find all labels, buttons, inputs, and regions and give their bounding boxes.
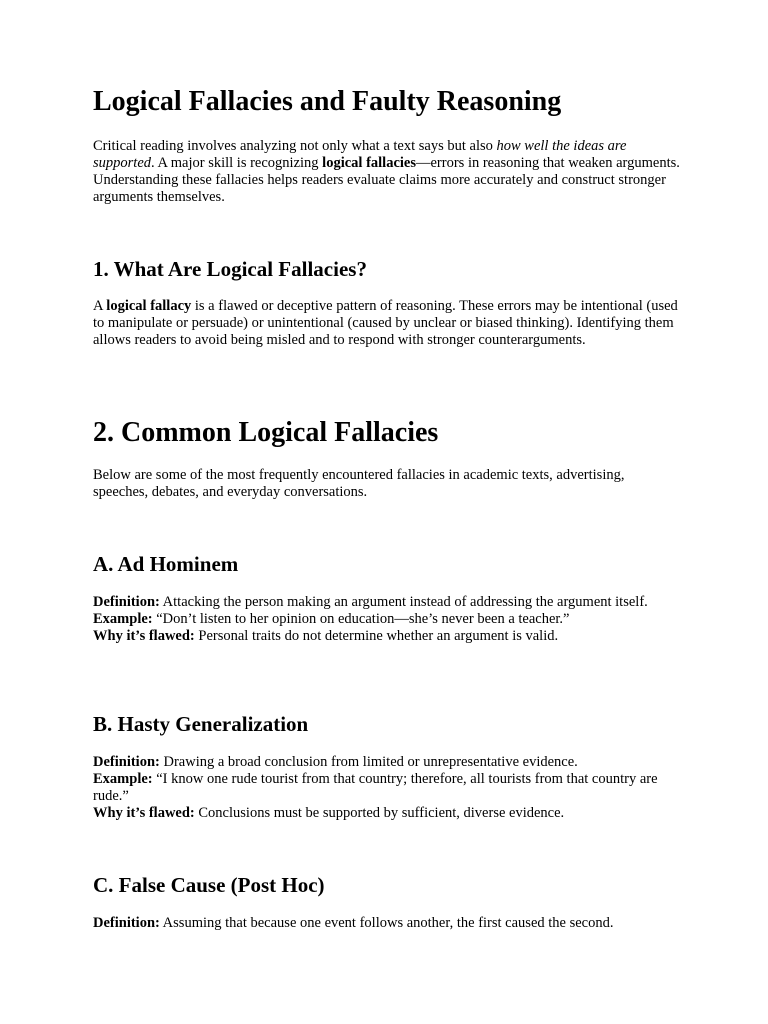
section2-text: Below are some of the most frequently encountered fallacies in academic texts, advertising, speeches, debates, and everyday conversations. <box>93 467 625 500</box>
fallacy-a-heading: A. Ad Hominem <box>93 552 239 576</box>
definition-text: Attacking the person making an argument instead of addressing the argument itself. <box>159 594 648 610</box>
fallacy-b-example <box>93 771 683 805</box>
definition-label: Definition: <box>93 594 160 610</box>
fallacy-b-heading: B. Hasty Generalization <box>93 712 309 736</box>
definition-label: Definition: <box>93 754 160 770</box>
intro-text-3: —errors in reasoning that weaken arguments. Understanding these fallacies helps readers evaluate claims more accurately and construct stronger arguments themselves. <box>93 155 680 205</box>
section1-bold: logical fallacy <box>106 298 192 314</box>
document-title: Logical Fallacies and Faulty Reasoning <box>93 86 562 117</box>
fallacy-a-definition <box>93 594 683 611</box>
section1-paragraph <box>93 298 683 349</box>
fallacy-b-definition <box>93 754 683 771</box>
intro-paragraph <box>93 138 683 206</box>
intro-text <box>93 138 683 206</box>
intro-italic: how well the ideas are supported <box>93 138 627 171</box>
example-text: “I know one rude tourist from that country; therefore, all tourists from that country are rude.” <box>93 771 658 804</box>
fallacy-a-body <box>93 594 683 645</box>
section1-text <box>93 298 683 349</box>
intro-bold: logical fallacies <box>322 155 416 171</box>
flaw-text: Conclusions must be supported by sufficient, diverse evidence. <box>194 805 565 821</box>
definition-label: Definition: <box>93 915 160 931</box>
fallacy-a-flaw <box>93 628 683 645</box>
intro-text-2: . A major skill is recognizing <box>151 155 323 171</box>
section1-text-1: A <box>93 298 107 314</box>
fallacy-c-body <box>93 915 683 932</box>
section2-paragraph <box>93 467 683 501</box>
flaw-label: Why it’s flawed: <box>93 805 195 821</box>
definition-text: Assuming that because one event follows another, the first caused the second. <box>159 915 614 931</box>
section2-heading: 2. Common Logical Fallacies <box>93 417 439 448</box>
example-label: Example: <box>93 771 153 787</box>
intro-text-1: Critical reading involves analyzing not only what a text says but also <box>93 138 497 154</box>
fallacy-c-definition <box>93 915 683 932</box>
fallacy-c-heading: C. False Cause (Post Hoc) <box>93 873 325 897</box>
fallacy-b-flaw <box>93 805 683 822</box>
section1-heading: 1. What Are Logical Fallacies? <box>93 257 367 281</box>
fallacy-b-body <box>93 754 683 822</box>
definition-text: Drawing a broad conclusion from limited or unrepresentative evidence. <box>159 754 578 770</box>
section1-text-2: is a flawed or deceptive pattern of reasoning. These errors may be intentional (used to manipulate or persuade) or unintentional (caused by unclear or biased thinking). Identifying them allows readers to avoid being misled and to respond with stronger counterarguments. <box>93 298 678 348</box>
example-text: “Don’t listen to her opinion on education—she’s never been a teacher.” <box>152 611 570 627</box>
fallacy-a-example <box>93 611 683 628</box>
flaw-label: Why it’s flawed: <box>93 628 195 644</box>
example-label: Example: <box>93 611 153 627</box>
flaw-text: Personal traits do not determine whether an argument is valid. <box>194 628 559 644</box>
